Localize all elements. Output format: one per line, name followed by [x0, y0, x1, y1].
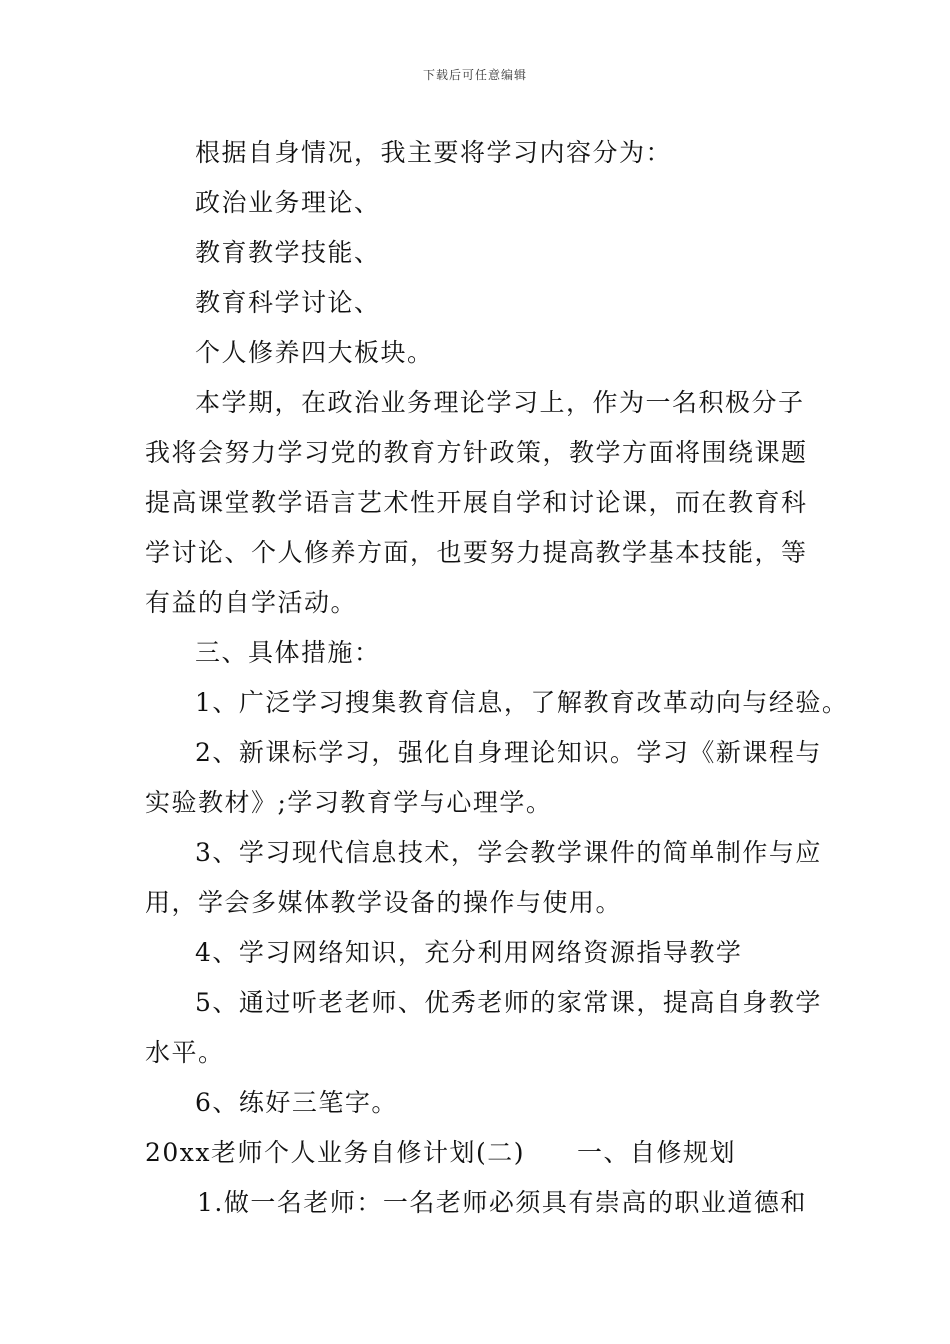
paragraph-line: 教育科学讨论、	[195, 288, 381, 317]
paragraph-line: 水平。	[145, 1038, 225, 1067]
paragraph-line: 个人修养四大板块。	[195, 338, 434, 367]
paragraph-line: 政治业务理论、	[195, 188, 381, 217]
paragraph-line: 有益的自学活动。	[145, 588, 358, 617]
list-item: 4、学习网络知识，充分利用网络资源指导教学	[195, 938, 743, 967]
paragraph-line: 本学期，在政治业务理论学习上，作为一名积极分子	[195, 388, 805, 417]
document-title: 20xx老师个人业务自修计划(二)	[145, 1138, 526, 1167]
list-item: 6、练好三笔字。	[195, 1088, 398, 1117]
list-item: 1.做一名老师：一名老师必须具有崇高的职业道德和	[197, 1188, 807, 1217]
paragraph-line: 用，学会多媒体教学设备的操作与使用。	[145, 888, 623, 917]
list-item: 2、新课标学习，强化自身理论知识。学习《新课程与	[195, 738, 822, 767]
paragraph-line: 学讨论、个人修养方面，也要努力提高教学基本技能，等	[145, 538, 808, 567]
paragraph-line: 教育教学技能、	[195, 238, 381, 267]
list-item: 1、广泛学习搜集教育信息，了解教育改革动向与经验。	[195, 688, 849, 717]
list-item: 5、通过听老老师、优秀老师的家常课，提高自身教学	[195, 988, 822, 1017]
document-body	[145, 128, 849, 1228]
section-heading: 三、具体措施：	[195, 638, 381, 667]
section-heading: 一、自修规划	[577, 1138, 737, 1167]
page-header: 下载后可任意编辑	[422, 68, 527, 82]
paragraph-line: 实验教材》;学习教育学与心理学。	[145, 788, 553, 817]
paragraph-line: 我将会努力学习党的教育方针政策，教学方面将围绕课题	[145, 438, 808, 467]
paragraph-line: 根据自身情况，我主要将学习内容分为：	[195, 138, 673, 167]
document-title-line	[145, 1128, 810, 1178]
list-item: 3、学习现代信息技术，学会教学课件的简单制作与应	[195, 838, 822, 867]
paragraph-line: 提高课堂教学语言艺术性开展自学和讨论课，而在教育科	[145, 488, 808, 517]
